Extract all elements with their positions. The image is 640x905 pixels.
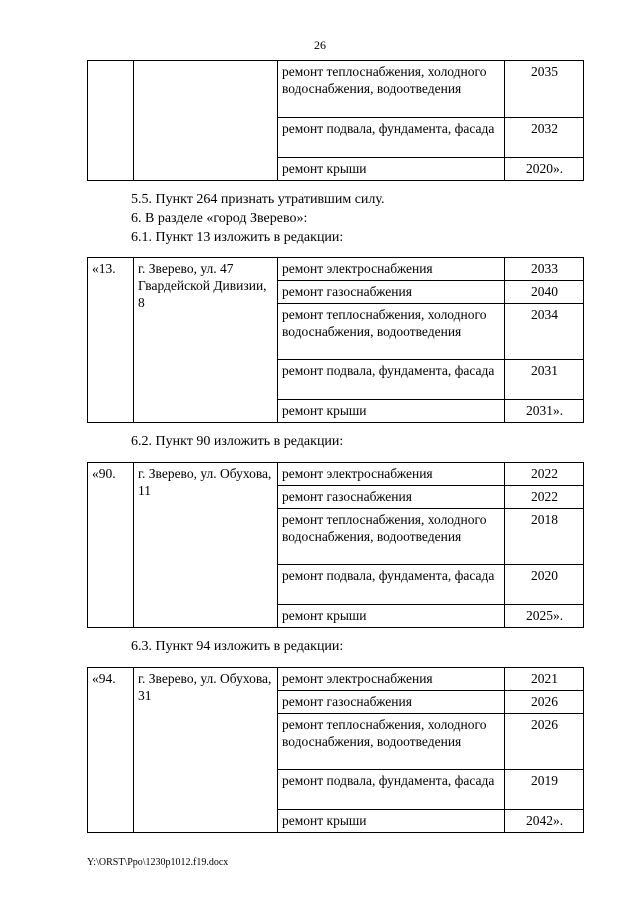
year-cell: 2026 (505, 714, 584, 770)
year-cell: 2019 (505, 770, 584, 810)
work-cell: ремонт крыши (278, 810, 505, 833)
work-cell: ремонт газоснабжения (278, 486, 505, 509)
item-number: «13. (88, 258, 134, 423)
paragraph-6-3: 6.3. Пункт 94 изложить в редакции: (131, 639, 344, 654)
year-cell: 2018 (505, 509, 584, 565)
year-cell: 2033 (505, 258, 584, 281)
item-number: «94. (88, 668, 134, 833)
table-row (88, 61, 584, 118)
year-cell: 2040 (505, 281, 584, 304)
paragraph-5-5: 5.5. Пункт 264 признать утратившим силу. (131, 192, 385, 207)
work-cell: ремонт газоснабжения (278, 691, 505, 714)
work-cell: ремонт теплоснабжения, холодного водоснабжения, водоотведения (278, 61, 505, 118)
year-cell: 2031 (505, 360, 584, 400)
work-cell: ремонт электроснабжения (278, 463, 505, 486)
year-cell: 2022 (505, 463, 584, 486)
item-13-table (87, 257, 584, 423)
item-address: г. Зверево, ул. 47 Гвардейской Дивизии, 8 (134, 258, 278, 423)
year-cell: 2035 (505, 61, 584, 118)
work-cell: ремонт газоснабжения (278, 281, 505, 304)
item-94-table (87, 667, 584, 833)
item-number: «90. (88, 463, 134, 628)
paragraph-6: 6. В разделе «город Зверево»: (131, 211, 308, 226)
work-cell: ремонт теплоснабжения, холодного водоснабжения, водоотведения (278, 304, 505, 360)
year-cell: 2042». (505, 810, 584, 833)
work-cell: ремонт подвала, фундамента, фасада (278, 360, 505, 400)
year-cell: 2021 (505, 668, 584, 691)
work-cell: ремонт крыши (278, 400, 505, 423)
work-cell: ремонт подвала, фундамента, фасада (278, 770, 505, 810)
year-cell: 2034 (505, 304, 584, 360)
paragraph-6-2: 6.2. Пункт 90 изложить в редакции: (131, 434, 344, 449)
year-cell: 2020 (505, 565, 584, 605)
address-cell (134, 61, 278, 181)
table-row (88, 463, 584, 486)
table-row (88, 258, 584, 281)
work-cell: ремонт крыши (278, 158, 505, 181)
work-cell: ремонт крыши (278, 605, 505, 628)
year-cell: 2025». (505, 605, 584, 628)
year-cell: 2022 (505, 486, 584, 509)
year-cell: 2032 (505, 118, 584, 158)
page-number: 26 (314, 38, 326, 52)
work-cell: ремонт электроснабжения (278, 668, 505, 691)
work-cell: ремонт подвала, фундамента, фасада (278, 565, 505, 605)
paragraph-6-1: 6.1. Пункт 13 изложить в редакции: (131, 230, 344, 245)
work-cell: ремонт подвала, фундамента, фасада (278, 118, 505, 158)
work-cell: ремонт электроснабжения (278, 258, 505, 281)
item-90-table (87, 462, 584, 628)
item-address: г. Зверево, ул. Обухова, 11 (134, 463, 278, 628)
number-cell (88, 61, 134, 181)
work-cell: ремонт теплоснабжения, холодного водоснабжения, водоотведения (278, 509, 505, 565)
continued-table (87, 60, 584, 181)
file-path-footer: Y:\ORST\Ppo\1230p1012.f19.docx (87, 857, 229, 868)
table-row (88, 668, 584, 691)
year-cell: 2026 (505, 691, 584, 714)
year-cell: 2031». (505, 400, 584, 423)
year-cell: 2020». (505, 158, 584, 181)
item-address: г. Зверево, ул. Обухова, 31 (134, 668, 278, 833)
work-cell: ремонт теплоснабжения, холодного водоснабжения, водоотведения (278, 714, 505, 770)
